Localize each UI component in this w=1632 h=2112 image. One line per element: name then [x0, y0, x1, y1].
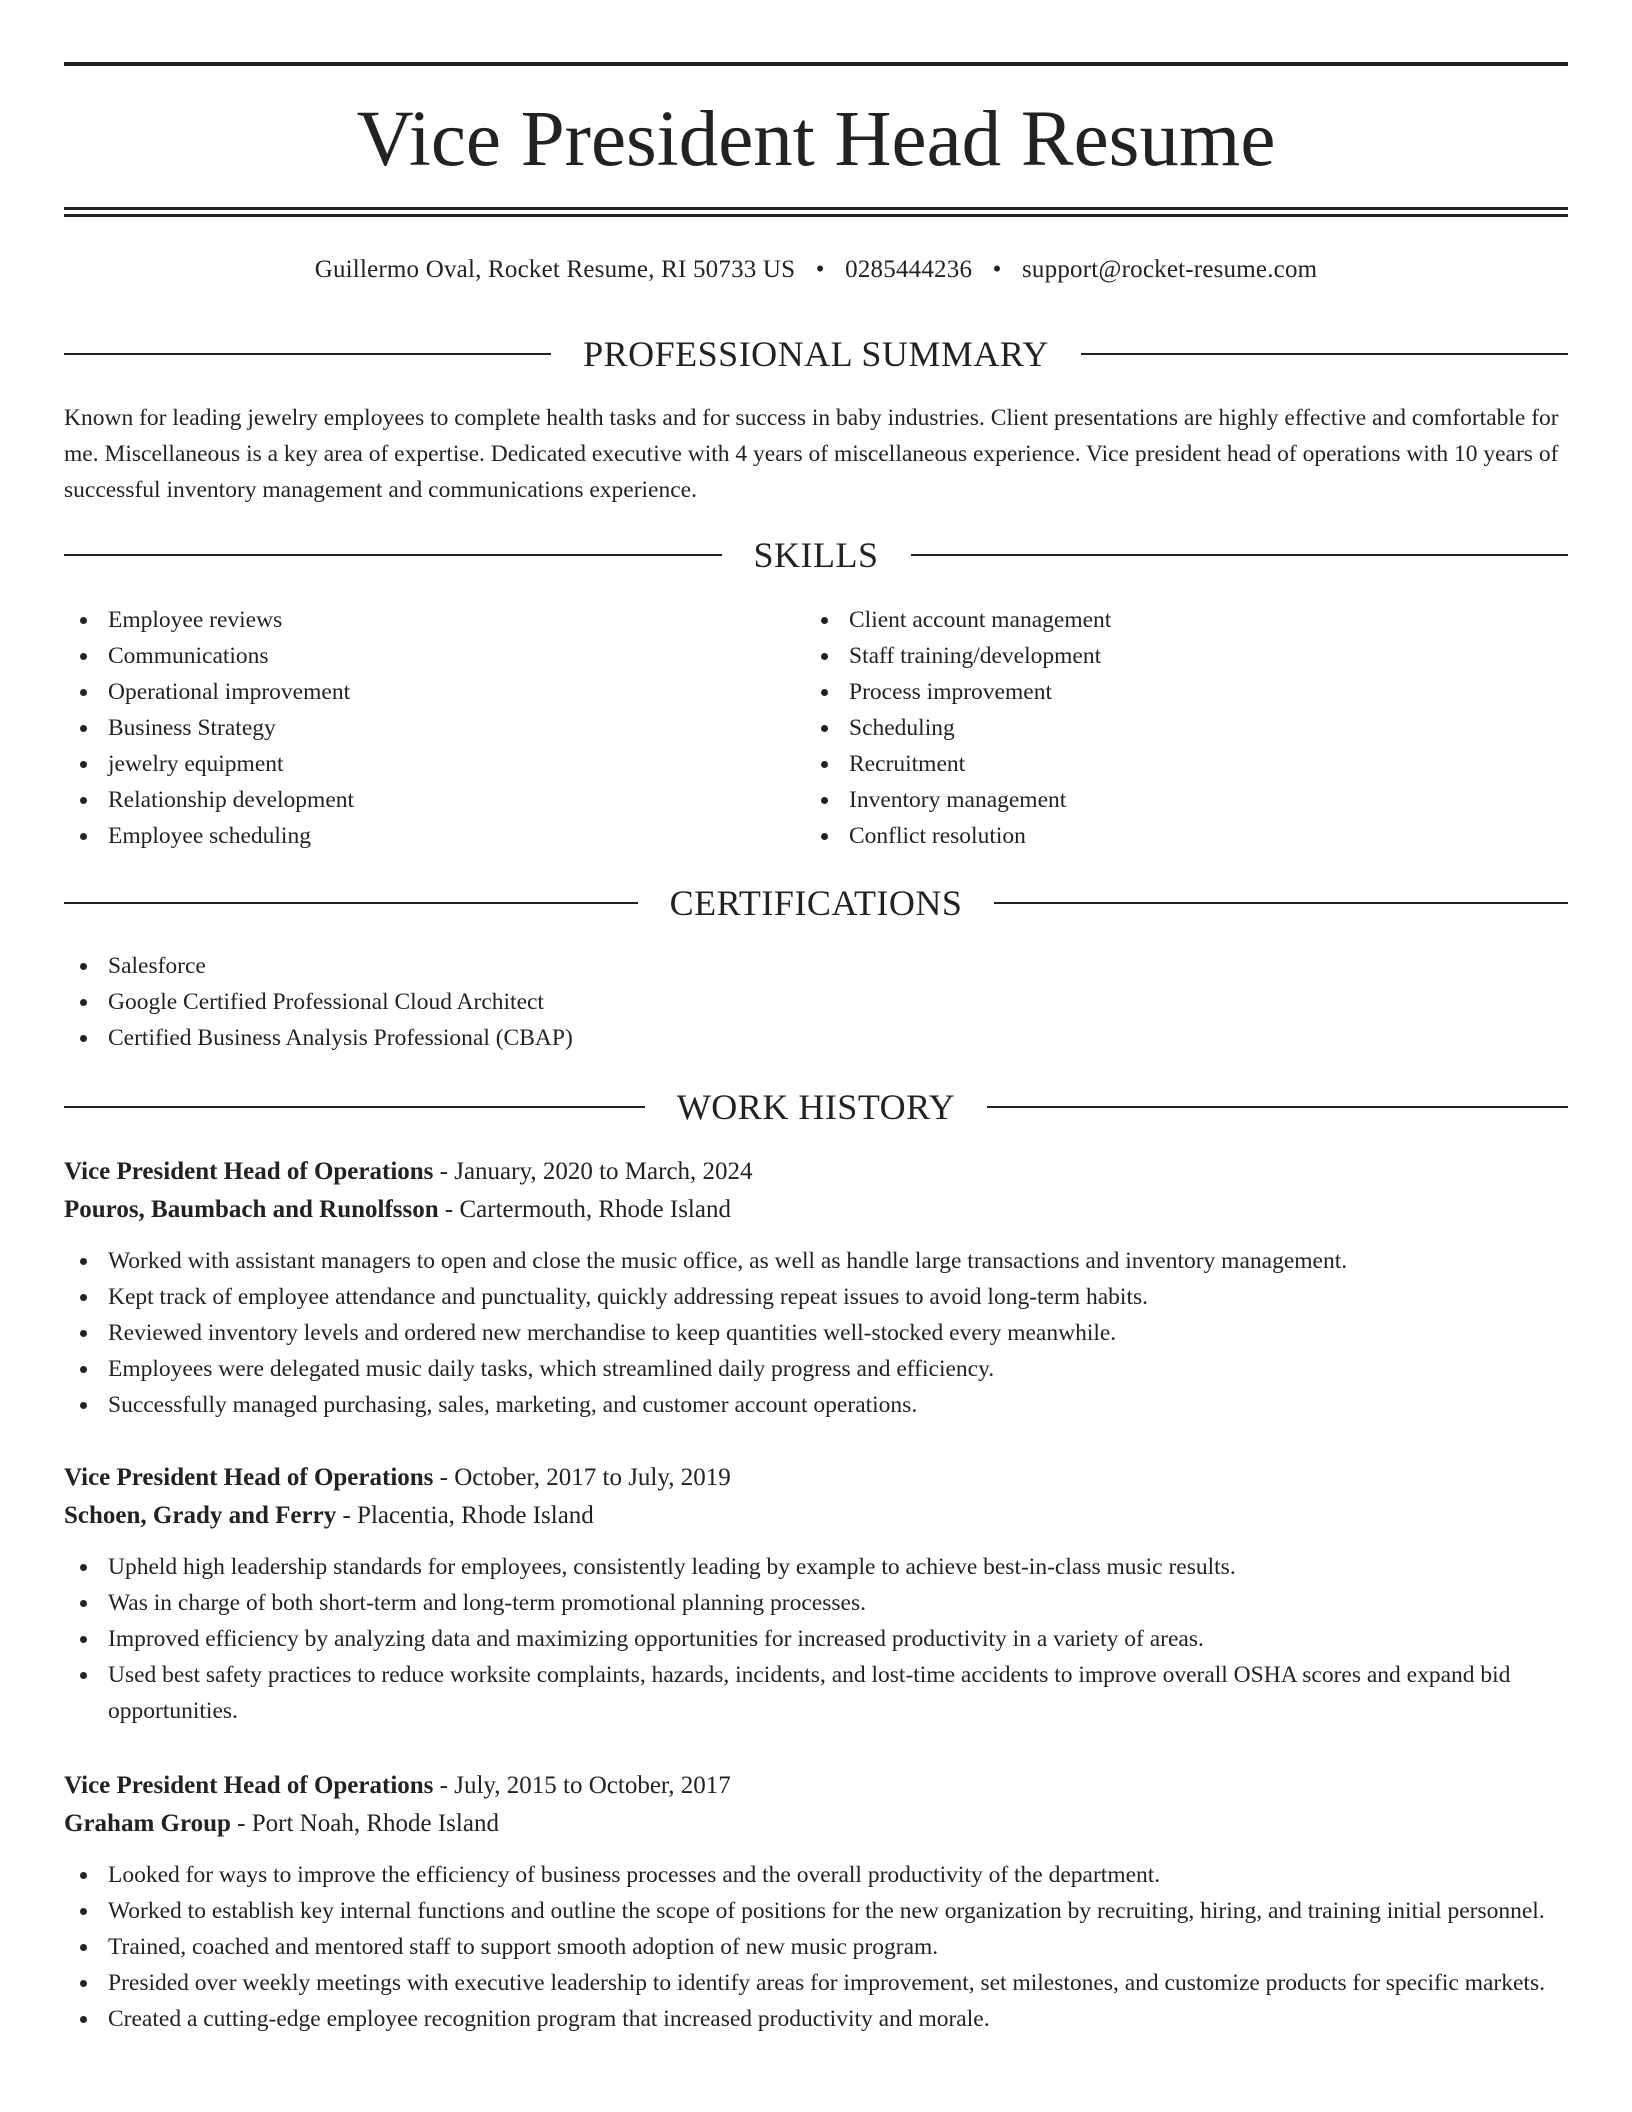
certification-item: Certified Business Analysis Professional (CBAP) [64, 1020, 1568, 1056]
job-bullet: Employees were delegated music daily tasks, which streamlined daily progress and efficiency. [64, 1351, 1568, 1387]
resume-title: Vice President Head Resume [356, 96, 1276, 183]
job-bullet: Trained, coached and mentored staff to support smooth adoption of new music program. [64, 1929, 1568, 1965]
contact-email: support@rocket-resume.com [1022, 256, 1318, 283]
skill-item: Business Strategy [64, 710, 804, 746]
summary-heading-label: PROFESSIONAL SUMMARY [583, 334, 1049, 374]
skills-list-right [805, 602, 1565, 854]
header-double-rule [64, 207, 1568, 217]
heading-rule [911, 554, 1569, 556]
certifications-list [64, 948, 1568, 1056]
certification-item: Salesforce [64, 948, 1568, 984]
skill-item: Client account management [805, 602, 1565, 638]
job-bullet: Created a cutting-edge employee recognition program that increased productivity and morale. [64, 2001, 1568, 2037]
heading-rule [64, 554, 722, 556]
job-company: Graham Group [64, 1810, 231, 1837]
summary-text: Known for leading jewelry employees to complete health tasks and for success in baby industries. Client presentations are highly effective and comfortable for me. Miscellaneous is a key area of expertise. Dedicated executive with 4 years of miscellaneous experience. Vice president head of operations with 10 years of successful inventory management and communications experience. [64, 405, 1559, 503]
skills-heading-label: SKILLS [753, 535, 879, 575]
certifications-heading-label: CERTIFICATIONS [669, 883, 963, 923]
job-company: Schoen, Grady and Ferry [64, 1502, 337, 1529]
job-entry [64, 1767, 1568, 2037]
heading-rule [64, 353, 551, 355]
work-history-heading [64, 1086, 1568, 1128]
skill-item: Scheduling [805, 710, 1565, 746]
heading-rule [64, 1106, 645, 1108]
skill-item: Inventory management [805, 782, 1565, 818]
skill-item: Employee scheduling [64, 818, 804, 854]
skill-item: jewelry equipment [64, 746, 804, 782]
summary-heading [64, 333, 1568, 375]
contact-line [64, 254, 1568, 286]
skill-item: Process improvement [805, 674, 1565, 710]
certification-item: Google Certified Professional Cloud Architect [64, 984, 1568, 1020]
job-bullet: Worked to establish key internal functions and outline the scope of positions for the new organization by recruiting, hiring, and training initial personnel. [64, 1893, 1568, 1929]
job-role-line [64, 1153, 1568, 1191]
job-location: - Cartermouth, Rhode Island [438, 1196, 731, 1223]
job-role-line [64, 1459, 1568, 1497]
job-bullet: Improved efficiency by analyzing data and maximizing opportunities for increased productivity in a variety of areas. [64, 1621, 1568, 1657]
job-bullet: Was in charge of both short-term and long-term promotional planning processes. [64, 1585, 1568, 1621]
job-title: Vice President Head of Operations [64, 1464, 434, 1491]
job-bullet: Upheld high leadership standards for employees, consistently leading by example to achieve best-in-class music results. [64, 1549, 1568, 1585]
job-bullets [64, 1857, 1568, 2037]
skill-item: Recruitment [805, 746, 1565, 782]
contact-separator: • [815, 256, 825, 283]
job-entry [64, 1153, 1568, 1423]
job-location: - Placentia, Rhode Island [336, 1502, 594, 1529]
job-bullet: Presided over weekly meetings with executive leadership to identify areas for improvement, set milestones, and customize products for specific markets. [64, 1965, 1568, 2001]
job-bullet: Worked with assistant managers to open and close the music office, as well as handle large transactions and inventory management. [64, 1243, 1568, 1279]
job-company-line [64, 1497, 1568, 1535]
job-bullet: Looked for ways to improve the efficiency of business processes and the overall productivity of the department. [64, 1857, 1568, 1893]
job-title: Vice President Head of Operations [64, 1772, 434, 1799]
job-entry [64, 1459, 1568, 1729]
heading-rule [994, 902, 1568, 904]
contact-phone: 0285444236 [845, 256, 973, 283]
job-bullet: Used best safety practices to reduce worksite complaints, hazards, incidents, and lost-time accidents to improve overall OSHA scores and expand bid opportunities. [64, 1657, 1568, 1729]
skills-list-left [64, 602, 804, 854]
work-history-heading-label: WORK HISTORY [676, 1087, 956, 1127]
job-bullets [64, 1549, 1568, 1729]
contact-address: Guillermo Oval, Rocket Resume, RI 50733 US [314, 256, 796, 283]
heading-rule [1081, 353, 1568, 355]
job-dates: - October, 2017 to July, 2019 [433, 1464, 731, 1491]
job-bullets [64, 1243, 1568, 1423]
skill-item: Relationship development [64, 782, 804, 818]
job-bullet: Reviewed inventory levels and ordered new merchandise to keep quantities well-stocked every meanwhile. [64, 1315, 1568, 1351]
heading-rule [64, 902, 638, 904]
job-company-line [64, 1191, 1568, 1229]
job-dates: - July, 2015 to October, 2017 [433, 1772, 731, 1799]
job-location: - Port Noah, Rhode Island [230, 1810, 499, 1837]
job-bullet: Kept track of employee attendance and punctuality, quickly addressing repeat issues to avoid long-term habits. [64, 1279, 1568, 1315]
job-title: Vice President Head of Operations [64, 1158, 434, 1185]
job-dates: - January, 2020 to March, 2024 [433, 1158, 753, 1185]
job-role-line [64, 1767, 1568, 1805]
skill-item: Employee reviews [64, 602, 804, 638]
job-company-line [64, 1805, 1568, 1843]
certifications-heading [64, 882, 1568, 924]
skill-item: Communications [64, 638, 804, 674]
skill-item: Operational improvement [64, 674, 804, 710]
skill-item: Staff training/development [805, 638, 1565, 674]
skill-item: Conflict resolution [805, 818, 1565, 854]
heading-rule [987, 1106, 1568, 1108]
contact-separator: • [992, 256, 1002, 283]
skills-heading [64, 534, 1568, 576]
job-bullet: Successfully managed purchasing, sales, marketing, and customer account operations. [64, 1387, 1568, 1423]
job-company: Pouros, Baumbach and Runolfsson [64, 1196, 439, 1223]
header-top-rule [64, 62, 1568, 66]
